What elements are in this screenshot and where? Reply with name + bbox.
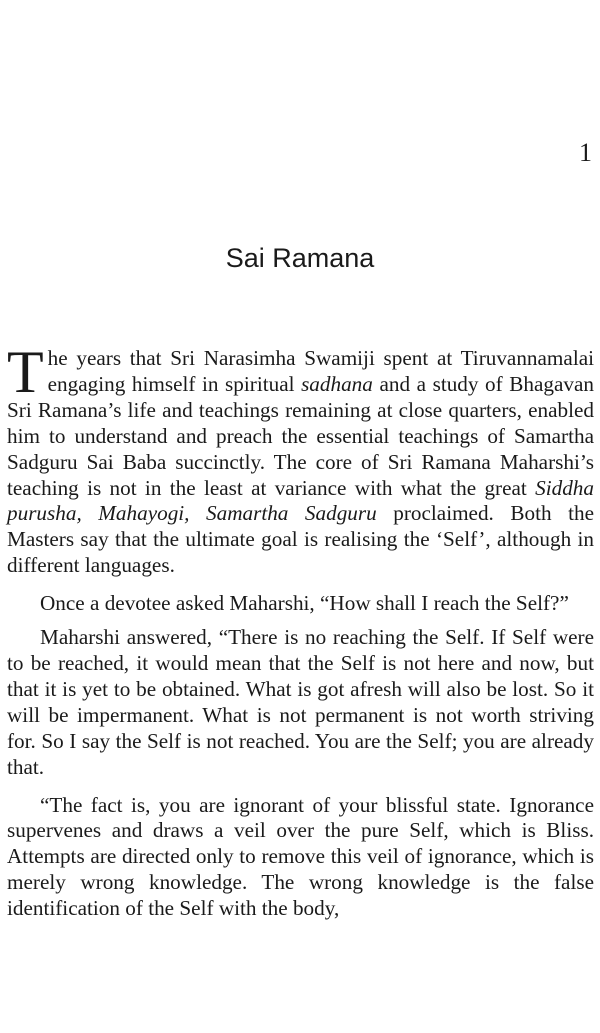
paragraph-1-text-3: proclaimed. Both the Masters say that the ultimate goal is realising the ‘Self’, although in different languages.	[7, 501, 594, 578]
paragraph-1-italic-2: Siddha purusha, Mahayogi, Samartha Sadguru	[7, 475, 594, 526]
drop-cap: T	[7, 339, 44, 405]
chapter-number: 1	[579, 138, 592, 167]
paragraph-1-text-1: he years that Sri Narasimha Swamiji spent at Tiruvannamalai engaging himself in spiritual	[47, 346, 594, 396]
paragraph-1-text-2: and a study of Bhagavan Sri Ramana’s life and teachings remaining at close quarters, enabled him to understand and preach the essential teachings of Samartha Sadguru Sai Baba succinctly. The core of Sri Ramana Maharshi’s teaching is not in the least at variance with what the great	[7, 371, 594, 500]
chapter-title: Sai Ramana	[225, 243, 375, 273]
paragraph-1-italic-1: sadhana	[301, 371, 373, 396]
paragraph-3: Maharshi answered, “There is no reaching the Self. If Self were to be reached, it would mean that the Self is not here and now, but that it is yet to be obtained. What is got afresh will also be lost. So it will be impermanent. What is not permanent is not worth striving for. So I say the Self is not reached. You are the Self; you are already that.	[7, 625, 594, 779]
paragraph-4: “The fact is, you are ignorant of your blissful state. Ignorance supervenes and draws a veil over the pure Self, which is Bliss. Attempts are directed only to remove this veil of ignorance, which is merely wrong knowledge. The wrong knowledge is the false identification of the Self with the body,	[7, 792, 594, 921]
paragraph-2: Once a devotee asked Maharshi, “How shall I reach the Self?”	[40, 591, 569, 616]
paragraph-1	[7, 339, 594, 579]
chapter-body	[7, 339, 594, 934]
